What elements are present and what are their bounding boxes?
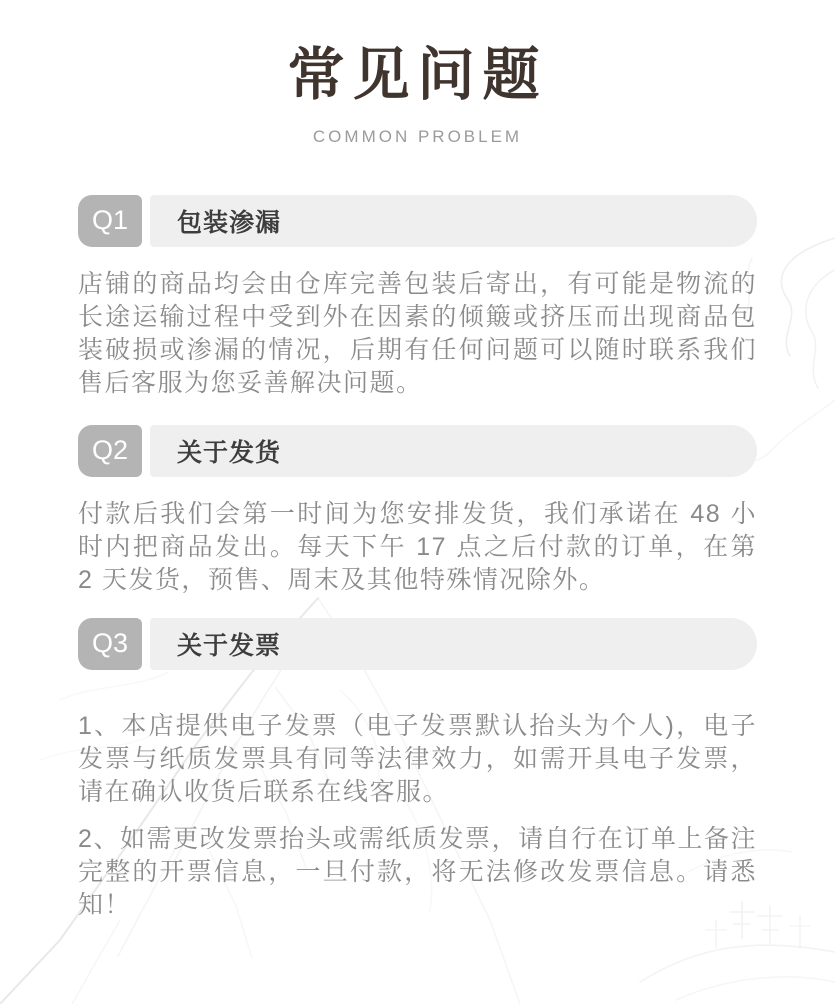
faq-heading-q1: 包装渗漏 — [177, 208, 282, 237]
faq-answer-text: 店铺的商品均会由仓库完善包装后寄出，有可能是物流的长途运输过程中受到外在因素的倾簸或挤压而出现商品包装破损或渗漏的情况，后期有任何问题可以随时联系我们售后客服为您妥善解决问题。 — [78, 269, 757, 397]
faq-section-q3 — [78, 618, 757, 922]
faq-heading-bar-q2 — [150, 425, 757, 477]
faq-answer-text-item2: 2、如需更改发票抬头或需纸质发票，请自行在订单上备注完整的开票信息，一旦付款，将无法修改发票信息。请悉知！ — [78, 824, 757, 919]
faq-section-q1 — [78, 195, 757, 400]
faq-answer-q1 — [78, 268, 757, 400]
faq-answer-q3 — [78, 710, 757, 922]
faq-heading-q2: 关于发货 — [177, 438, 282, 467]
page-title: 常见问题 — [287, 44, 548, 107]
page-header — [0, 0, 835, 147]
faq-heading-bar-q1 — [150, 195, 757, 247]
page-subtitle: COMMON PROBLEM — [312, 126, 523, 146]
faq-header-bar-q2 — [78, 425, 757, 477]
question-badge-q1: Q1 — [78, 195, 142, 247]
faq-header-bar-q1 — [78, 195, 757, 247]
faq-answer-text: 付款后我们会第一时间为您安排发货，我们承诺在 48 小时内把商品发出。每天下午 17 点之后付款的订单，在第 2 天发货，预售、周末及其他特殊情况除外。 — [78, 499, 757, 594]
question-badge-q2: Q2 — [78, 425, 142, 477]
faq-section-q2 — [78, 425, 757, 597]
faq-header-bar-q3 — [78, 618, 757, 670]
faq-heading-q3: 关于发票 — [177, 631, 282, 660]
faq-answer-text-item1: 1、本店提供电子发票（电子发票默认抬头为个人)，电子发票与纸质发票具有同等法律效力，如需开具电子发票，请在确认收货后联系在线客服。 — [78, 711, 757, 806]
question-badge-q3: Q3 — [78, 618, 142, 670]
faq-heading-bar-q3 — [150, 618, 757, 670]
faq-answer-q2 — [78, 498, 757, 597]
